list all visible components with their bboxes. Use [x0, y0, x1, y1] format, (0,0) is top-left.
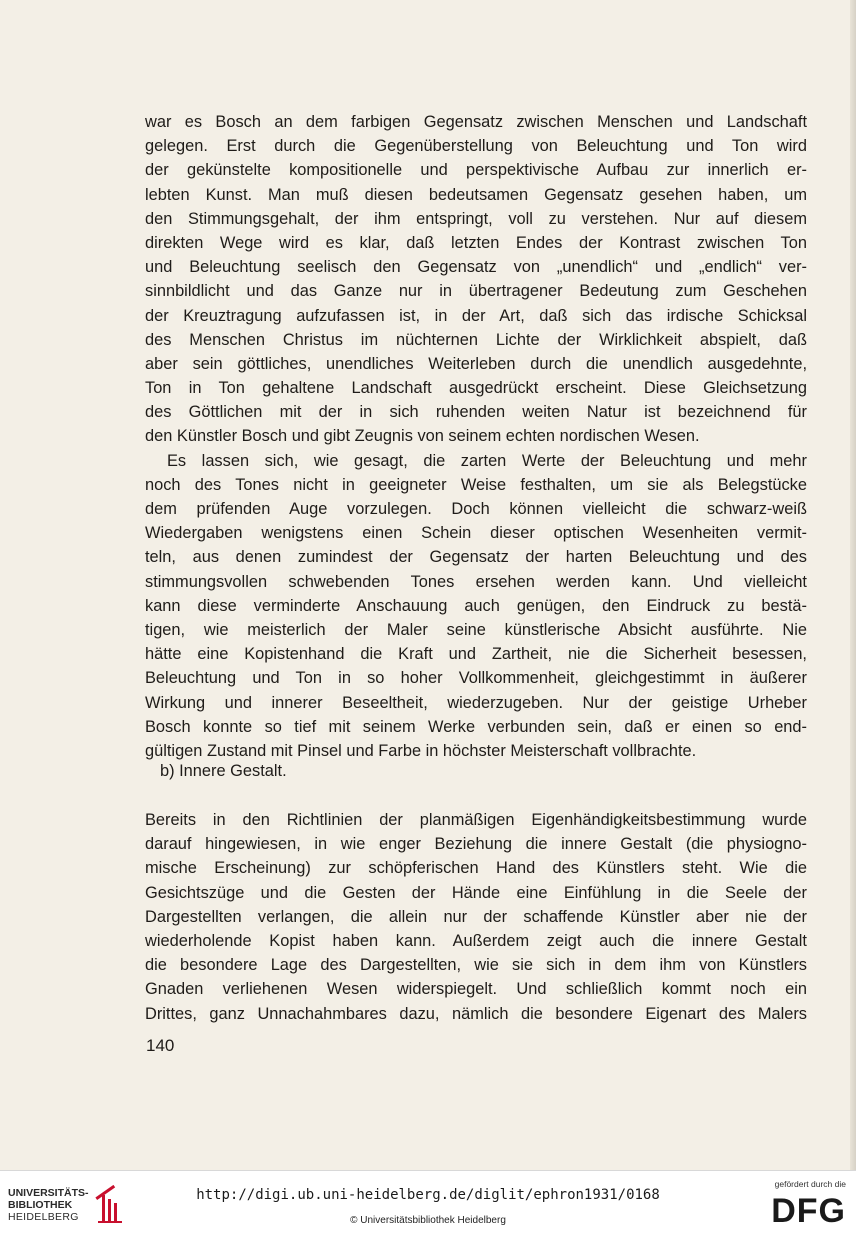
- text-line: den Künstler Bosch und gibt Zeugnis von seinem echten nordischen Wesen.: [145, 427, 700, 446]
- footer-bar: [0, 1170, 856, 1236]
- text-line: der gekünstelte kompositionelle und perspektivische Aufbau zur innerlich er-: [145, 161, 807, 180]
- library-name-line: HEIDELBERG: [8, 1211, 79, 1223]
- text-line: dem prüfenden Auge vorzulegen. Doch können vielleicht die schwarz-weiß: [145, 500, 807, 518]
- text-line: und Beleuchtung seelisch den Gegensatz von „unendlich“ und „endlich“ ver-: [145, 258, 807, 277]
- text-line: sinnbildlicht und das Ganze nur in übertragener Bedeutung zum Geschehen: [145, 282, 807, 301]
- paragraph-1: [145, 110, 807, 763]
- text-line: Bereits in den Richtlinien der planmäßigen Eigenhändigkeitsbestimmung wurde: [145, 811, 807, 829]
- text-line: Dargestellten verlangen, die allein nur der schaffende Künstler aber nie der: [145, 907, 807, 926]
- text-line: der Kreuztragung aufzufassen ist, in der Art, daß sich das irdische Schicksal: [145, 306, 807, 325]
- text-line: hätte eine Kopistenhand die Kraft und Zartheit, nie die Sicherheit besessen,: [145, 645, 807, 664]
- text-line: stimmungsvollen schwebenden Tones ersehen werden kann. Und vielleicht: [145, 572, 807, 591]
- copyright-notice: © Universitätsbibliothek Heidelberg: [350, 1215, 506, 1226]
- text-line: Es lassen sich, wie gesagt, die zarten Werte der Beleuchtung und mehr: [167, 451, 807, 470]
- text-line: Bosch konnte so tief mit seinem Werke verbunden sein, daß er einen so end-: [145, 717, 807, 736]
- text-line: Drittes, ganz Unnachahmbares dazu, nämlich die besondere Eigenart des Malers: [145, 1004, 807, 1023]
- text-line: des Menschen Christus im nüchternen Lichte der Wirklichkeit abspielt, daß: [145, 330, 807, 349]
- permalink-url[interactable]: http://digi.ub.uni-heidelberg.de/diglit/ephron1931/0168: [196, 1187, 660, 1203]
- text-line: noch des Tones nicht in geeigneter Weise festhalten, um sie als Belegstücke: [145, 475, 807, 494]
- text-line: tigen, wie meisterlich der Maler seine künstlerische Absicht ausführte. Nie: [145, 620, 807, 639]
- text-line: direkten Wege wird es klar, daß letzten Endes der Kontrast zwischen Ton: [145, 233, 807, 252]
- text-line: war es Bosch an dem farbigen Gegensatz zwischen Menschen und Landschaft: [145, 113, 807, 131]
- text-line: kann diese verminderte Anschauung auch genügen, den Eindruck zu bestä-: [145, 596, 807, 615]
- text-line: teln, aus denen zumindest der Gegensatz der harten Beleuchtung und des: [145, 548, 807, 567]
- text-line: die besondere Lage des Dargestellten, wie sie sich in dem ihm von Künstlers: [145, 956, 807, 975]
- text-line: darauf hingewiesen, in wie enger Beziehung die innere Gestalt (die physiogno-: [145, 835, 807, 854]
- sponsor-logo-text: DFG: [771, 1192, 846, 1230]
- text-line: Wirkung und innerer Beseeltheit, wiederzugeben. Nur der geistige Urheber: [145, 693, 807, 712]
- text-line: wiederholende Kopist haben kann. Außerdem zeigt auch die innere Gestalt: [145, 931, 807, 950]
- text-line: gelegen. Erst durch die Gegenüberstellung von Beleuchtung und Ton wird: [145, 137, 807, 156]
- library-name-line: BIBLIOTHEK: [8, 1199, 73, 1211]
- page-edge: [850, 0, 856, 1170]
- text-line: Gesichtszüge und die Gesten der Hände eine Einfühlung in die Seele der: [145, 883, 807, 902]
- text-line: aber sein göttliches, unendliches Weiterleben durch die unendlich ausgedehnte,: [145, 354, 807, 373]
- text-line: des Göttlichen mit der in sich ruhenden weiten Natur ist bezeichnend für: [145, 403, 807, 422]
- paragraph-3: [145, 808, 807, 1026]
- page-number: 140: [146, 1036, 175, 1055]
- text-line: den Stimmungsgehalt, der ihm entspringt, voll zu verstehen. Nur auf diesem: [145, 209, 807, 228]
- text-line: mische Erscheinung) zur schöpferischen Hand des Künstlers steht. Wie die: [145, 859, 807, 878]
- text-line: Gnaden verliehenen Wesen widerspiegelt. Und schließlich kommt noch ein: [145, 980, 807, 999]
- library-name-line: UNIVERSITÄTS-: [8, 1187, 89, 1199]
- text-line: lebten Kunst. Man muß diesen bedeutsamen Gegensatz gesehen haben, um: [145, 185, 807, 204]
- text-line: Beleuchtung und Ton in so hoher Vollkommenheit, gleichgestimmt in äußerer: [145, 669, 807, 688]
- dfg-logo[interactable]: [750, 1179, 846, 1231]
- text-line: gültigen Zustand mit Pinsel und Farbe in höchster Meisterschaft vollbrachte.: [145, 741, 697, 760]
- text-line: Wiedergaben wenigstens einen Schein dieser optischen Wesenheiten vermit-: [145, 524, 807, 543]
- section-heading: b) Innere Gestalt.: [160, 762, 287, 780]
- sponsor-caption: gefördert durch die: [774, 1179, 846, 1189]
- text-line: Ton in Ton gehaltene Landschaft ausgedrückt erscheint. Diese Gleichsetzung: [145, 379, 807, 398]
